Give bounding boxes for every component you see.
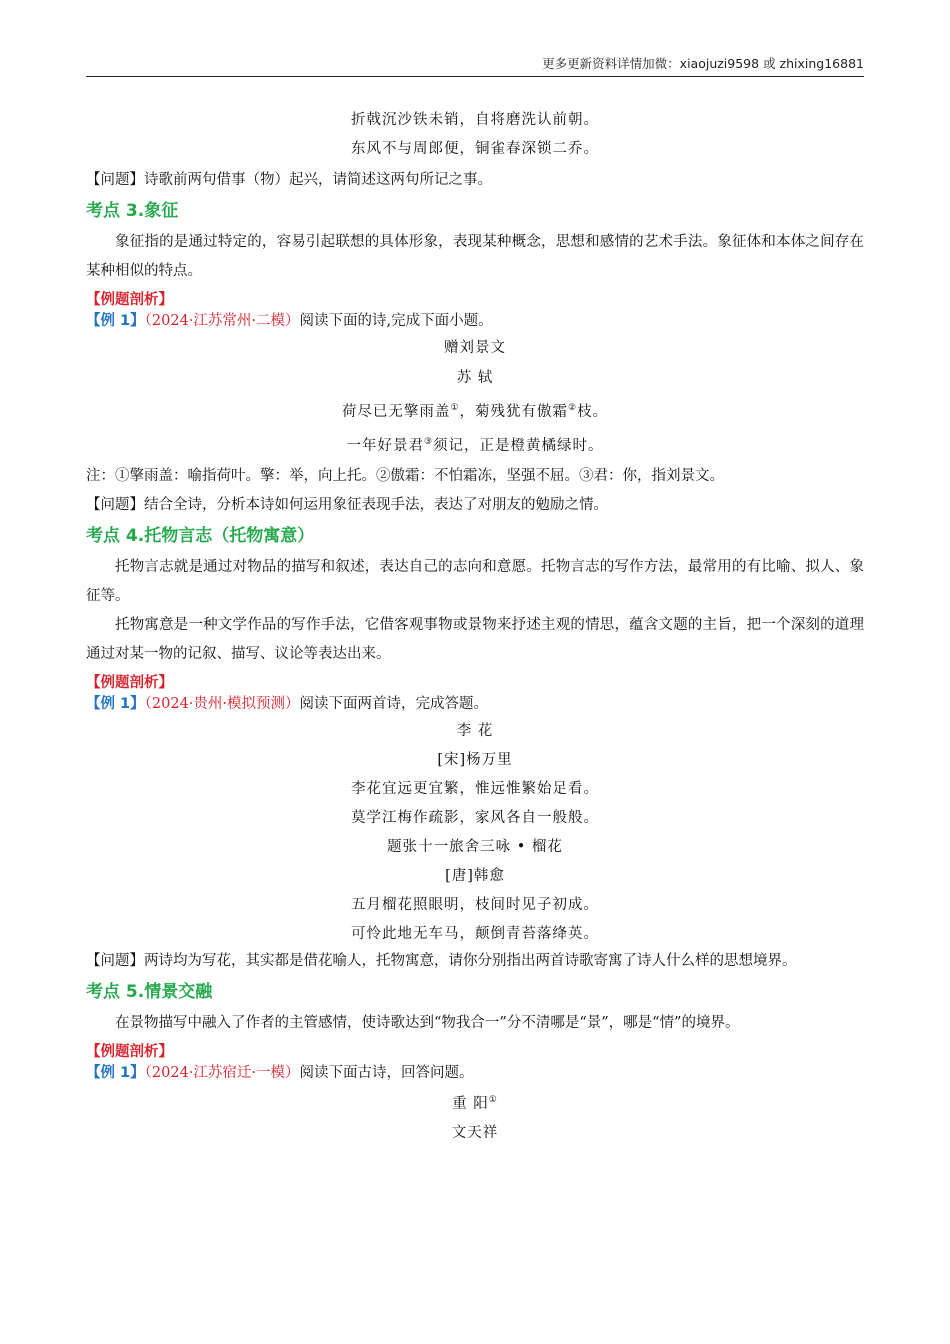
poem-line: 折戟沉沙铁未销，自将磨洗认前朝。 [351,112,599,128]
example-text: 阅读下面两首诗，完成答题。 [299,695,489,712]
example-intro [86,693,864,715]
note-mark: ① [488,1094,498,1105]
poem-line: 莫学江梅作疏影，家风各自一般般。 [351,809,599,826]
example-source: （2024·江苏宿迁·一模） [144,1064,300,1081]
example-title: 【例题剖析】 [86,292,173,308]
page-header [86,54,864,77]
poem-line [86,398,864,422]
poem-author: 文天祥 [451,1125,499,1142]
question-text: 【问题】结合全诗，分析本诗如何运用象征表现手法，表达了对朋友的勉励之情。 [86,496,608,513]
poem-text: 须记，正是橙黄橘绿时。 [433,437,604,454]
paragraph: 象征指的是通过特定的，容易引起联想的具体形象，表现某种概念，思想和感情的艺术手法。象征体和本体之间存在某种相似的特点。 [86,234,864,279]
poem-text: 枝。 [577,403,609,420]
poem-line: 五月榴花照眼明，枝间时见子初成。 [351,896,599,913]
example-source: （2024·贵州·模拟预测） [144,695,300,712]
note-text: 注：①擎雨盖：喻指荷叶。擎：举，向上托。②傲霜：不怕霜冻，坚强不屈。③君：你，指刘景文。 [86,467,724,484]
example-text: 阅读下面古诗，回答问题。 [299,1064,474,1081]
paragraph: 在景物描写中融入了作者的主管感情，使诗歌达到“物我合一”分不清哪是“景”，哪是“情”的境界。 [115,1014,740,1031]
poem-title: 赠刘景文 [444,340,506,356]
example-label: 【例 1】 [86,313,145,329]
paragraph: 托物言志就是通过对物品的描写和叙述，表达自己的志向和意愿。托物言志的写作方法，最常用的有比喻、拟人、象征等。 [86,558,864,604]
poem-title: 题张十一旅舍三咏 • 榴花 [387,838,563,855]
note-mark: ① [450,403,460,413]
poem-author: 苏 轼 [456,370,494,386]
example-title: 【例题剖析】 [86,674,173,691]
poem-author: [宋]杨万里 [437,751,513,768]
section-heading: 考点 5.情景交融 [86,981,213,1002]
poem-line: 李花宜远更宜繁，惟远惟繁始足看。 [351,780,599,797]
example-text: 阅读下面的诗,完成下面小题。 [299,313,493,329]
poem-text: 荷尽已无擎雨盖 [341,403,451,420]
poem-title [86,1090,864,1114]
example-intro [86,1062,864,1084]
poem-title: 李 花 [456,722,494,739]
question-text: 【问题】两诗均为写花，其实都是借花喻人，托物寓意，请你分别指出两首诗歌寄寓了诗人什么样的思想境界。 [86,952,797,969]
note-mark: ② [568,403,578,413]
poem-line: 可怜此地无车马，颠倒青苔落绛英。 [351,925,599,942]
example-source: （2024·江苏常州·二模） [144,313,300,329]
poem-text: 一年好景君 [346,437,424,454]
document-body [86,110,864,1152]
example-title: 【例题剖析】 [86,1043,173,1060]
header-text: 更多更新资料详情加微：xiaojuzi9598 或 zhixing16881 [542,56,864,71]
question-text: 【问题】诗歌前两句借事（物）起兴，请简述这两句所记之事。 [86,172,492,188]
section-heading: 考点 3.象征 [86,201,179,221]
poem-author: [唐]韩愈 [445,867,505,884]
paragraph: 托物寓意是一种文学作品的写作手法，它借客观事物或景物来抒述主观的情思，蕴含文题的主旨，把一个深刻的道理通过对某一物的记叙、描写、议论等表达出来。 [86,616,864,662]
poem-line [86,432,864,456]
example-label: 【例 1】 [86,1064,145,1081]
poem-text: ，菊残犹有傲霜 [459,403,568,420]
note-mark: ③ [423,436,434,447]
example-label: 【例 1】 [86,695,145,712]
section-heading: 考点 4.托物言志（托物寓意） [86,525,315,546]
example-intro [86,310,864,332]
poem-line: 东风不与周郎便，铜雀春深锁二乔。 [351,141,599,157]
poem-title-text: 重 阳 [452,1095,489,1112]
